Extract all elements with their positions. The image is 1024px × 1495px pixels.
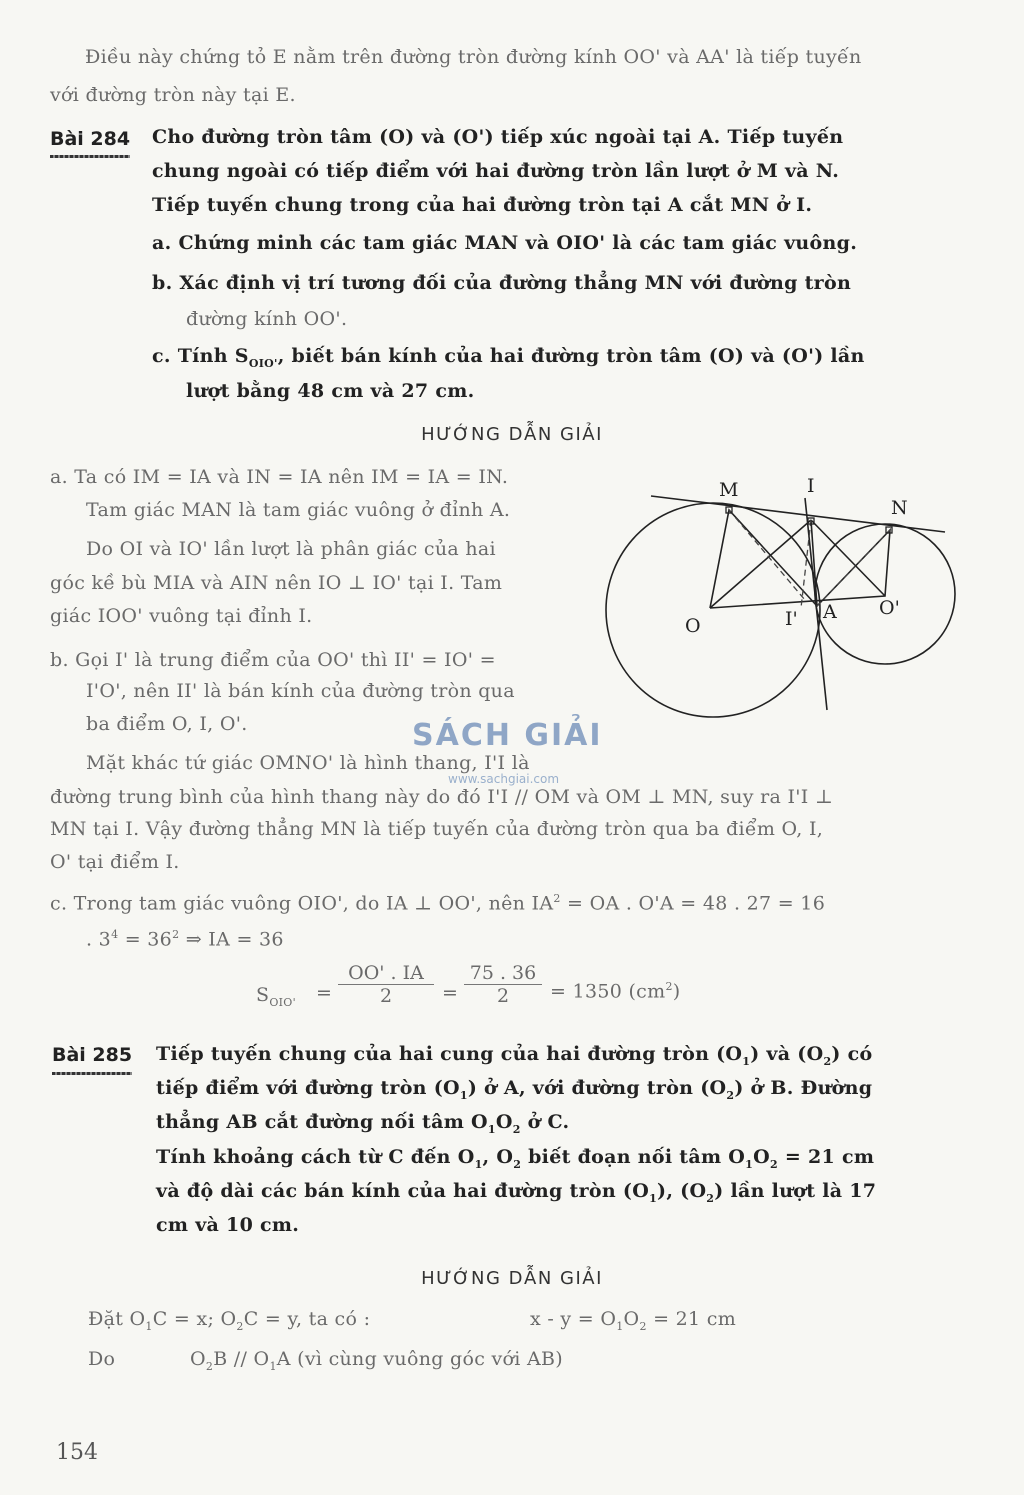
formula-result: = 1350 $(cm^2)$ — [550, 980, 681, 1003]
problem-284-line-3: Tiếp tuyến chung trong của hai đường tròn tại A cắt MN ở I. — [152, 194, 813, 216]
problem-284-line-1: Cho đường tròn tâm (O) và (O') tiếp xúc ngoài tại A. Tiếp tuyến — [152, 126, 844, 148]
sol-285-line-2: $O_2B // O_1A$ (vì cùng vuông góc với AB) — [190, 1348, 564, 1373]
sol-b-line-1: b. Gọi I' là trung điểm của OO' thì II' = IO' = — [50, 649, 496, 671]
problem-284-part-a: a. Chứng minh các tam giác MAN và OIO' là các tam giác vuông. — [152, 232, 858, 254]
sol-a-line-3: Do OI và IO' lần lượt là phân giác của hai — [86, 538, 496, 560]
formula-fraction-1-denominator: 2 — [379, 985, 393, 1007]
label-a: A — [823, 601, 837, 623]
formula-fraction-2-numerator: 75 . 36 — [464, 962, 542, 985]
sol-b-line-4: Mặt khác tứ giác OMNO' là hình thang, I'I là — [86, 752, 530, 774]
intro-line-2: với đường tròn này tại E. — [50, 84, 296, 106]
watermark-url: www.sachgiai.com — [448, 772, 560, 786]
sol-b-line-5: đường trung bình của hình thang này do đó I'I // OM và OM ⊥ MN, suy ra I'I ⊥ — [50, 786, 834, 808]
problem-284-part-b-line-2: đường kính OO'. — [186, 308, 348, 330]
formula-eq-2: = — [442, 982, 459, 1004]
formula-eq-1: = — [316, 982, 333, 1004]
formula-fraction-2-denominator: 2 — [496, 985, 510, 1007]
sol-285-line-1-eq: $x - y = O_1O_2 = 21$ cm — [530, 1308, 737, 1333]
sol-c-line-2: . $3^4 = 36^2$ ⇒ IA = 36 — [86, 928, 284, 951]
sol-a-line-1: a. Ta có IM = IA và IN = IA nên IM = IA = IN. — [50, 466, 509, 488]
formula-fraction-1 — [338, 962, 434, 1007]
label-i: I — [807, 475, 815, 497]
label-i-prime: I' — [785, 608, 798, 630]
sol-b-line-6: MN tại I. Vậy đường thẳng MN là tiếp tuyến của đường tròn qua ba điểm O, I, — [50, 818, 824, 840]
problem-285-line-2: tiếp điểm với đường tròn $(O_1)$ ở A, với đường tròn $(O_2)$ ở B. Đường — [156, 1077, 873, 1102]
sol-b-line-7: O' tại điểm I. — [50, 851, 180, 873]
sol-285-line-1: Đặt $O_1C = x$; $O_2C = y$, ta có : — [88, 1308, 371, 1333]
problem-285-line-5: và độ dài các bán kính của hai đường tròn $(O_1)$, $(O_2)$ lần lượt là 17 — [156, 1180, 877, 1205]
exercise-label-underline-285 — [52, 1072, 132, 1075]
sol-a-line-4: góc kề bù MIA và AIN nên IO ⊥ IO' tại I. Tam — [50, 572, 503, 594]
problem-284-part-c-line-1: c. Tính $S_{OIO'}$, biết bán kính của hai đường tròn tâm (O) và (O') lần — [152, 345, 865, 370]
problem-285-line-6: cm và 10 cm. — [156, 1214, 300, 1236]
formula-lhs: $S_{OIO'}$ — [256, 984, 296, 1009]
problem-285-line-3: thẳng AB cắt đường nối tâm $O_1O_2$ ở C. — [156, 1111, 570, 1136]
label-n: N — [891, 497, 908, 519]
watermark-brand: SÁCH GIẢI — [412, 718, 603, 753]
sol-285-line-2-do: Do — [88, 1348, 116, 1370]
triangle-lines — [710, 510, 890, 608]
exercise-label-underline — [50, 155, 130, 158]
problem-285-line-1: Tiếp tuyến chung của hai cung của hai đường tròn $(O_1)$ và $(O_2)$ có — [156, 1043, 873, 1068]
sol-a-line-5: giác IOO' vuông tại đỉnh I. — [50, 605, 313, 627]
sol-a-line-2: Tam giác MAN là tam giác vuông ở đỉnh A. — [86, 499, 511, 521]
page-number: 154 — [56, 1440, 98, 1465]
formula-fraction-2 — [464, 962, 542, 1007]
exercise-label-284: Bài 284 — [50, 128, 131, 150]
problem-285-line-4: Tính khoảng cách từ C đến $O_1$, $O_2$ biết đoạn nối tâm $O_1O_2 = 21$ cm — [156, 1146, 875, 1171]
problem-284-part-b-line-1: b. Xác định vị trí tương đối của đường thẳng MN với đường tròn — [152, 272, 852, 294]
geometry-figure — [595, 470, 1005, 720]
solution-heading-284: HƯỚNG DẪN GIẢI — [421, 424, 603, 445]
label-m: M — [719, 479, 739, 501]
sol-b-line-2: I'O', nên II' là bán kính của đường tròn qua — [86, 680, 515, 702]
label-o: O — [685, 615, 701, 637]
sol-b-line-3: ba điểm O, I, O'. — [86, 713, 248, 735]
formula-fraction-1-numerator: OO' . IA — [338, 962, 434, 985]
label-o-prime: O' — [879, 597, 900, 619]
exercise-label-285: Bài 285 — [52, 1044, 133, 1066]
problem-284-part-c-line-2: lượt bằng 48 cm và 27 cm. — [186, 380, 475, 402]
sol-c-line-1: c. Trong tam giác vuông OIO', do IA ⊥ OO', nên $IA^2$ = OA . O'A = 48 . 27 = 16 — [50, 892, 826, 915]
solution-heading-285: HƯỚNG DẪN GIẢI — [421, 1268, 603, 1289]
problem-284-line-2: chung ngoài có tiếp điểm với hai đường tròn lần lượt ở M và N. — [152, 160, 840, 182]
segment-io-prime — [811, 520, 885, 596]
intro-line-1: Điều này chứng tỏ E nằm trên đường tròn đường kính OO' và AA' là tiếp tuyến — [85, 46, 862, 68]
